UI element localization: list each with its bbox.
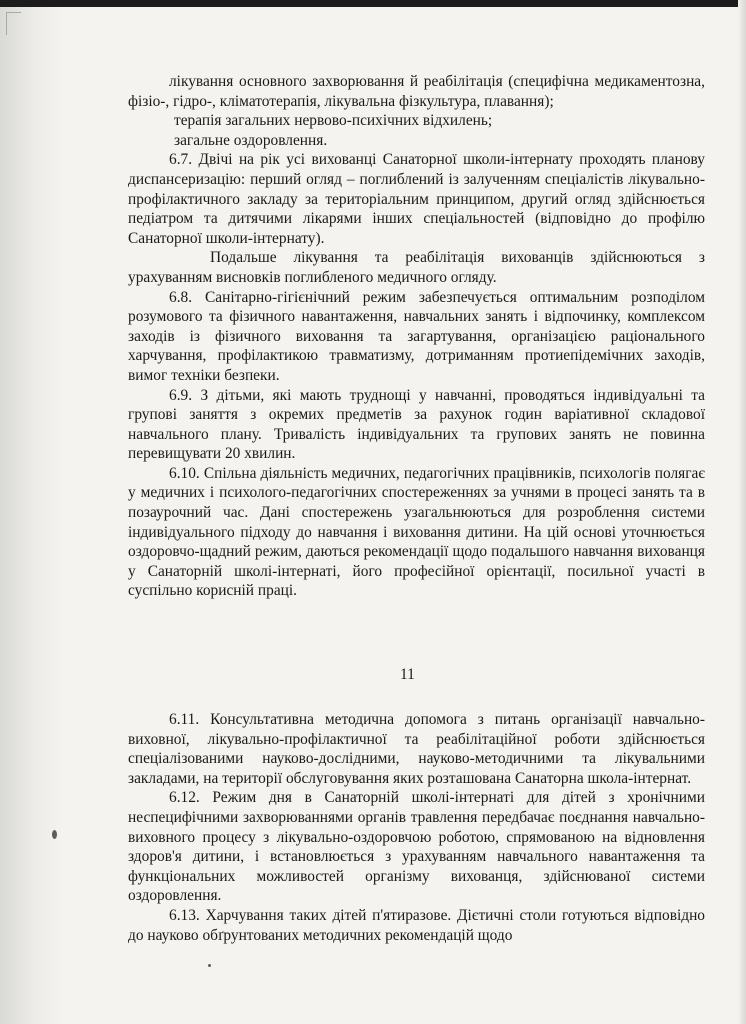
lower-text-section [128, 710, 705, 945]
paragraph-6-11: 6.11. Консультативна методична допомога з питань організації навчально-виховної, лікувально-профілактичної та реабілітаційної роботи здійснюється спеціалізованими науково-дослідними, науково-методичними та лікувальними закладами, на території обслуговування яких розташована Санаторна школа-інтернат. [128, 711, 705, 787]
paragraph-further-treatment: Подальше лікування та реабілітація вихованців здійснюються з урахуванням висновків поглибленого медичного огляду. [128, 249, 705, 286]
corner-fold-mark [6, 12, 21, 35]
scan-speck [52, 830, 57, 839]
paragraph-general-health: загальне оздоровлення. [174, 131, 328, 149]
binding-shadow [0, 0, 62, 1024]
paragraph-6-8: 6.8. Санітарно-гігієнічний режим забезпечується оптимальним розподілом розумового та фізичного навантаження, навчальних занять і відпочинку, комплексом заходів із фізичного виховання та загартування, організацією раціонального харчування, профілактикою травматизму, дотриманням протиепідемічних заходів, вимог техніки безпеки. [128, 288, 705, 384]
upper-text-section [128, 72, 705, 601]
paragraph-6-12: 6.12. Режим дня в Санаторній школі-інтернаті для дітей з хронічними неспецифічними захворюваннями органів травлення передбачає поєднання навчально-виховного процесу з лікувально-оздоровчою роботою, спрямованою на відновлення здоров'я дитини, і встановлюється з урахуванням навчального навантаження та функціональних можливостей організму вихованця, здійснюваної системи оздоровлення. [128, 789, 705, 905]
paragraph-6-10: 6.10. Спільна діяльність медичних, педагогічних працівників, психологів полягає у медичних і психолого-педагогічних спостереженнях за учнями в процесі занять та в позаурочний час. Дані спостережень узагальнюються для розроблення системи індивідуального підходу до навчання і виховання дитини. На цій основі уточнюється оздоровчо-щадний режим, даються рекомендації щодо подальшого навчання вихованця у Санаторній школі-інтернаті, його професійної орієнтації, посильної участі в суспільно корисній праці. [128, 464, 705, 600]
scan-right-edge [738, 0, 746, 1024]
page-number: 11 [400, 666, 415, 683]
scan-speck [208, 964, 211, 967]
paragraph-treatment-list: лікування основного захворювання й реабілітація (специфічна медикаментозна, фізіо-, гідро-, кліматотерапія, лікувальна фізкультура, плавання); [128, 73, 705, 110]
paragraph-6-7: 6.7. Двічі на рік усі вихованці Санаторної школи-інтернату проходять планову диспансеризацію: перший огляд – поглиблений із залученням спеціалістів лікувально-профілактичного закладу за територіальним принципом, другий огляд здійснюється педіатром та дитячими лікарями інших спеціальностей (відповідно до профілю Санаторної школи-інтернату). [128, 151, 705, 247]
paragraph-6-9: 6.9. З дітьми, які мають труднощі у навчанні, проводяться індивідуальні та групові заняття з окремих предметів за рахунок годин варіативної складової навчального плану. Тривалість індивідуальних та групових занять не повинна перевищувати 20 хвилин. [128, 386, 705, 463]
paragraph-6-13: 6.13. Харчування таких дітей п'ятиразове. Дієтичні столи готуються відповідно до науково обґрунтованих методичних рекомендацій щодо [128, 906, 705, 944]
scan-top-edge [0, 0, 746, 7]
paragraph-therapy: терапія загальних нервово-психічних відхилень; [174, 112, 493, 130]
